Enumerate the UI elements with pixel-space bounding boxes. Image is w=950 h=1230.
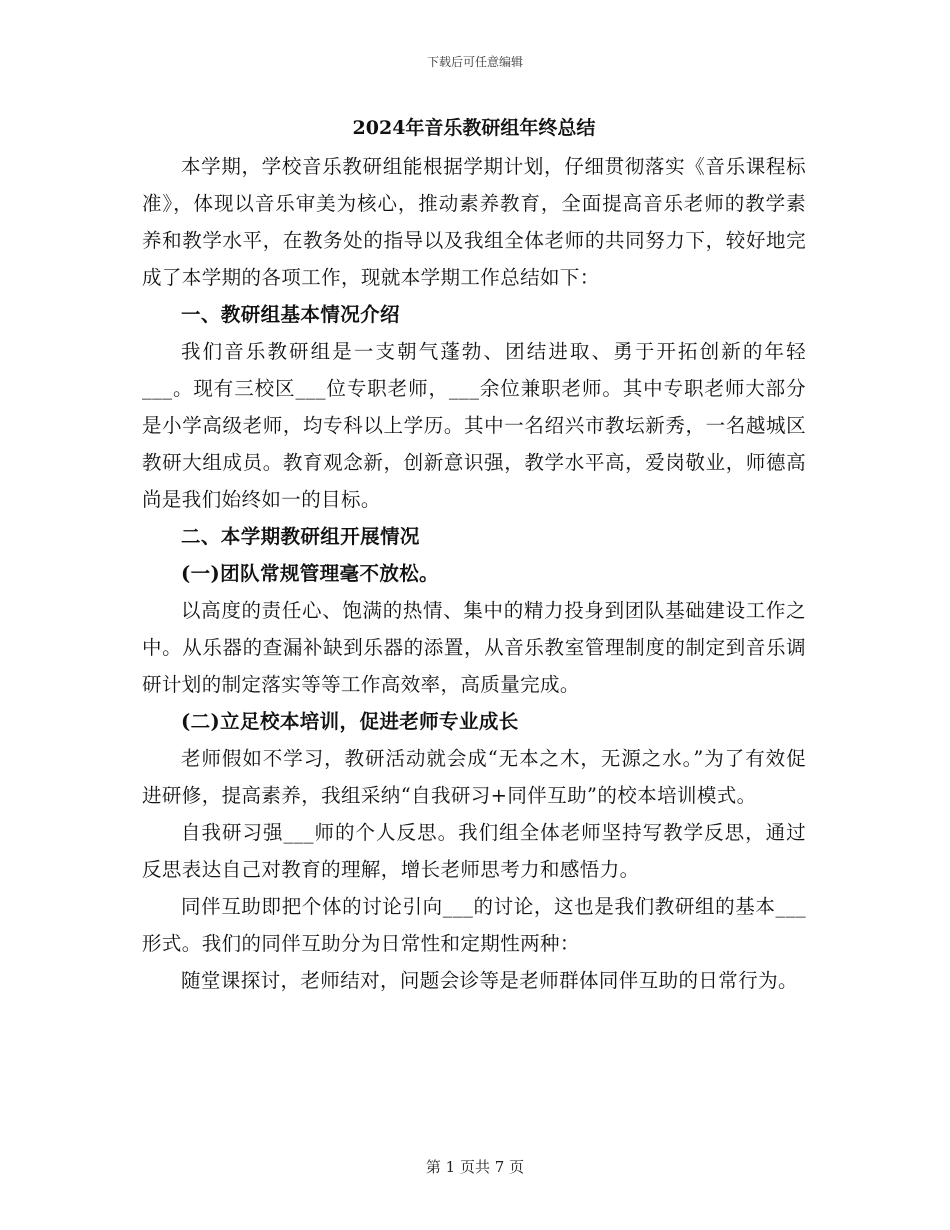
page-header-note: 下载后可任意编辑	[426, 55, 523, 69]
document-title: 2024年音乐教研组年终总结	[352, 117, 596, 139]
page-number-footer: 第 1 页共 7 页	[425, 1158, 525, 1176]
document-body	[142, 114, 806, 999]
subsection-heading-2: (二)立足校本培训，促进老师专业成长	[181, 710, 519, 733]
subsection-2-paragraph-3: 同伴互助即把个体的讨论引向___的讨论，这也是我们教研组的基本___形式。我们的同伴互助分为日常性和定期性两种：	[142, 895, 806, 955]
subsection-2-paragraph-1: 老师假如不学习，教研活动就会成“无本之木，无源之水。”为了有效促进研修，提高素养，我组采纳“自我研习+同伴互助”的校本培训模式。	[142, 747, 806, 807]
intro-paragraph: 本学期，学校音乐教研组能根据学期计划，仔细贯彻落实《音乐课程标准》，体现以音乐审美为核心，推动素养教育，全面提高音乐老师的教学素养和教学水平，在教务处的指导以及我组全体老师的共同努力下，较好地完成了本学期的各项工作，现就本学期工作总结如下：	[142, 155, 806, 289]
subsection-2-paragraph-2: 自我研习强___师的个人反思。我们组全体老师坚持写教学反思，通过反思表达自己对教育的理解，增长老师思考力和感悟力。	[142, 821, 806, 881]
subsection-heading-1: (一)团队常规管理毫不放松。	[181, 562, 440, 585]
subsection-2-paragraph-4: 随堂课探讨，老师结对，问题会诊等是老师群体同伴互助的日常行为。	[181, 969, 798, 992]
section-heading-2: 二、本学期教研组开展情况	[181, 525, 420, 548]
subsection-1-paragraph: 以高度的责任心、饱满的热情、集中的精力投身到团队基础建设工作之中。从乐器的查漏补缺到乐器的添置，从音乐教室管理制度的制定到音乐调研计划的制定落实等等工作高效率，高质量完成。	[142, 599, 806, 696]
section-heading-1: 一、教研组基本情况介绍	[181, 303, 400, 326]
section-1-paragraph: 我们音乐教研组是一支朝气蓬勃、团结进取、勇于开拓创新的年轻___。现有三校区___位专职老师，___余位兼职老师。其中专职老师大部分是小学高级老师，均专科以上学历。其中一名绍兴市教坛新秀，一名越城区教研大组成员。教育观念新，创新意识强，教学水平高，爱岗敬业，师德高尚是我们始终如一的目标。	[142, 340, 806, 511]
